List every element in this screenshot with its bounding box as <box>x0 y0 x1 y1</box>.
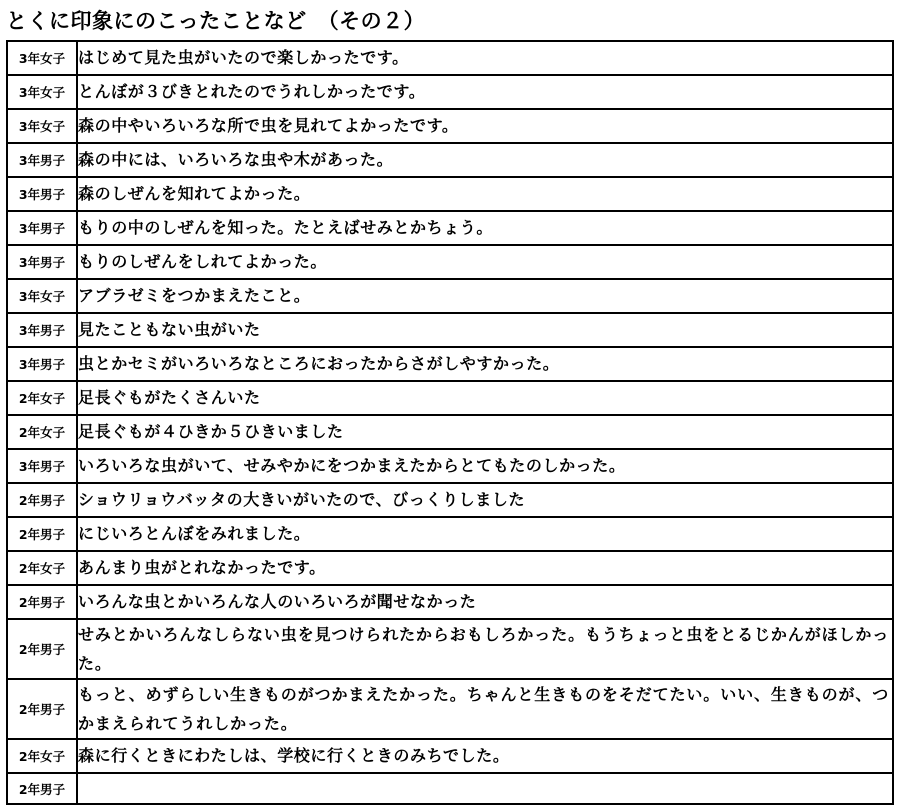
table-row <box>7 75 893 109</box>
respondent-cell: 3年女子 <box>7 41 77 75</box>
comment-cell: いろいろな虫がいて、せみやかにをつかまえたからとてもたのしかった。 <box>77 449 893 483</box>
table-row <box>7 211 893 245</box>
respondent-cell: 2年男子 <box>7 585 77 619</box>
page-title: とくに印象にのこったことなど （その２） <box>6 9 426 33</box>
respondent-cell: 2年女子 <box>7 415 77 449</box>
respondent-cell: 2年男子 <box>7 773 77 804</box>
comment-cell: とんぼが３びきとれたのでうれしかったです。 <box>77 75 893 109</box>
table-row <box>7 245 893 279</box>
respondent-cell: 3年女子 <box>7 75 77 109</box>
table-row <box>7 679 893 739</box>
comment-cell: ショウリョウバッタの大きいがいたので、びっくりしました <box>77 483 893 517</box>
respondent-cell: 2年女子 <box>7 739 77 773</box>
comment-cell: もりの中のしぜんを知った。たとえばせみとかちょう。 <box>77 211 893 245</box>
comment-cell: 森の中やいろいろな所で虫を見れてよかったです。 <box>77 109 893 143</box>
survey-table <box>6 40 894 805</box>
table-row <box>7 517 893 551</box>
comment-cell: 森の中には、いろいろな虫や木があった。 <box>77 143 893 177</box>
table-row <box>7 347 893 381</box>
table-row <box>7 773 893 804</box>
respondent-cell: 3年男子 <box>7 177 77 211</box>
table-row <box>7 279 893 313</box>
comment-cell: はじめて見た虫がいたので楽しかったです。 <box>77 41 893 75</box>
table-row <box>7 143 893 177</box>
respondent-cell: 3年男子 <box>7 449 77 483</box>
table-row <box>7 619 893 679</box>
respondent-cell: 3年女子 <box>7 109 77 143</box>
comment-cell: 足長ぐもがたくさんいた <box>77 381 893 415</box>
comment-cell: アブラゼミをつかまえたこと。 <box>77 279 893 313</box>
comment-cell: あんまり虫がとれなかったです。 <box>77 551 893 585</box>
respondent-cell: 2年男子 <box>7 679 77 739</box>
respondent-cell: 3年男子 <box>7 211 77 245</box>
comment-cell: 森のしぜんを知れてよかった。 <box>77 177 893 211</box>
comment-cell: もっと、めずらしい生きものがつかまえたかった。ちゃんと生きものをそだてたい。いい、生きものが、つかまえられてうれしかった。 <box>77 679 893 739</box>
respondent-cell: 2年男子 <box>7 483 77 517</box>
comment-cell: にじいろとんぼをみれました。 <box>77 517 893 551</box>
respondent-cell: 3年女子 <box>7 279 77 313</box>
respondent-cell: 3年男子 <box>7 347 77 381</box>
comment-cell: いろんな虫とかいろんな人のいろいろが聞せなかった <box>77 585 893 619</box>
respondent-cell: 2年男子 <box>7 517 77 551</box>
table-row <box>7 381 893 415</box>
respondent-cell: 3年男子 <box>7 245 77 279</box>
respondent-cell: 3年男子 <box>7 313 77 347</box>
table-row <box>7 585 893 619</box>
respondent-cell: 2年女子 <box>7 381 77 415</box>
comment-cell: もりのしぜんをしれてよかった。 <box>77 245 893 279</box>
respondent-cell: 2年女子 <box>7 551 77 585</box>
table-row <box>7 551 893 585</box>
respondent-cell: 3年男子 <box>7 143 77 177</box>
table-row <box>7 41 893 75</box>
table-row <box>7 739 893 773</box>
table-row <box>7 483 893 517</box>
table-row <box>7 177 893 211</box>
comment-cell <box>77 773 893 804</box>
comment-cell: せみとかいろんなしらない虫を見つけられたからおもしろかった。もうちょっと虫をとるじかんがほしかった。 <box>77 619 893 679</box>
table-row <box>7 415 893 449</box>
table-row <box>7 313 893 347</box>
comment-cell: 見たこともない虫がいた <box>77 313 893 347</box>
comment-cell: 足長ぐもが４ひきか５ひきいました <box>77 415 893 449</box>
comment-cell: 森に行くときにわたしは、学校に行くときのみちでした。 <box>77 739 893 773</box>
table-row <box>7 449 893 483</box>
comment-cell: 虫とかセミがいろいろなところにおったからさがしやすかった。 <box>77 347 893 381</box>
table-row <box>7 109 893 143</box>
respondent-cell: 2年男子 <box>7 619 77 679</box>
